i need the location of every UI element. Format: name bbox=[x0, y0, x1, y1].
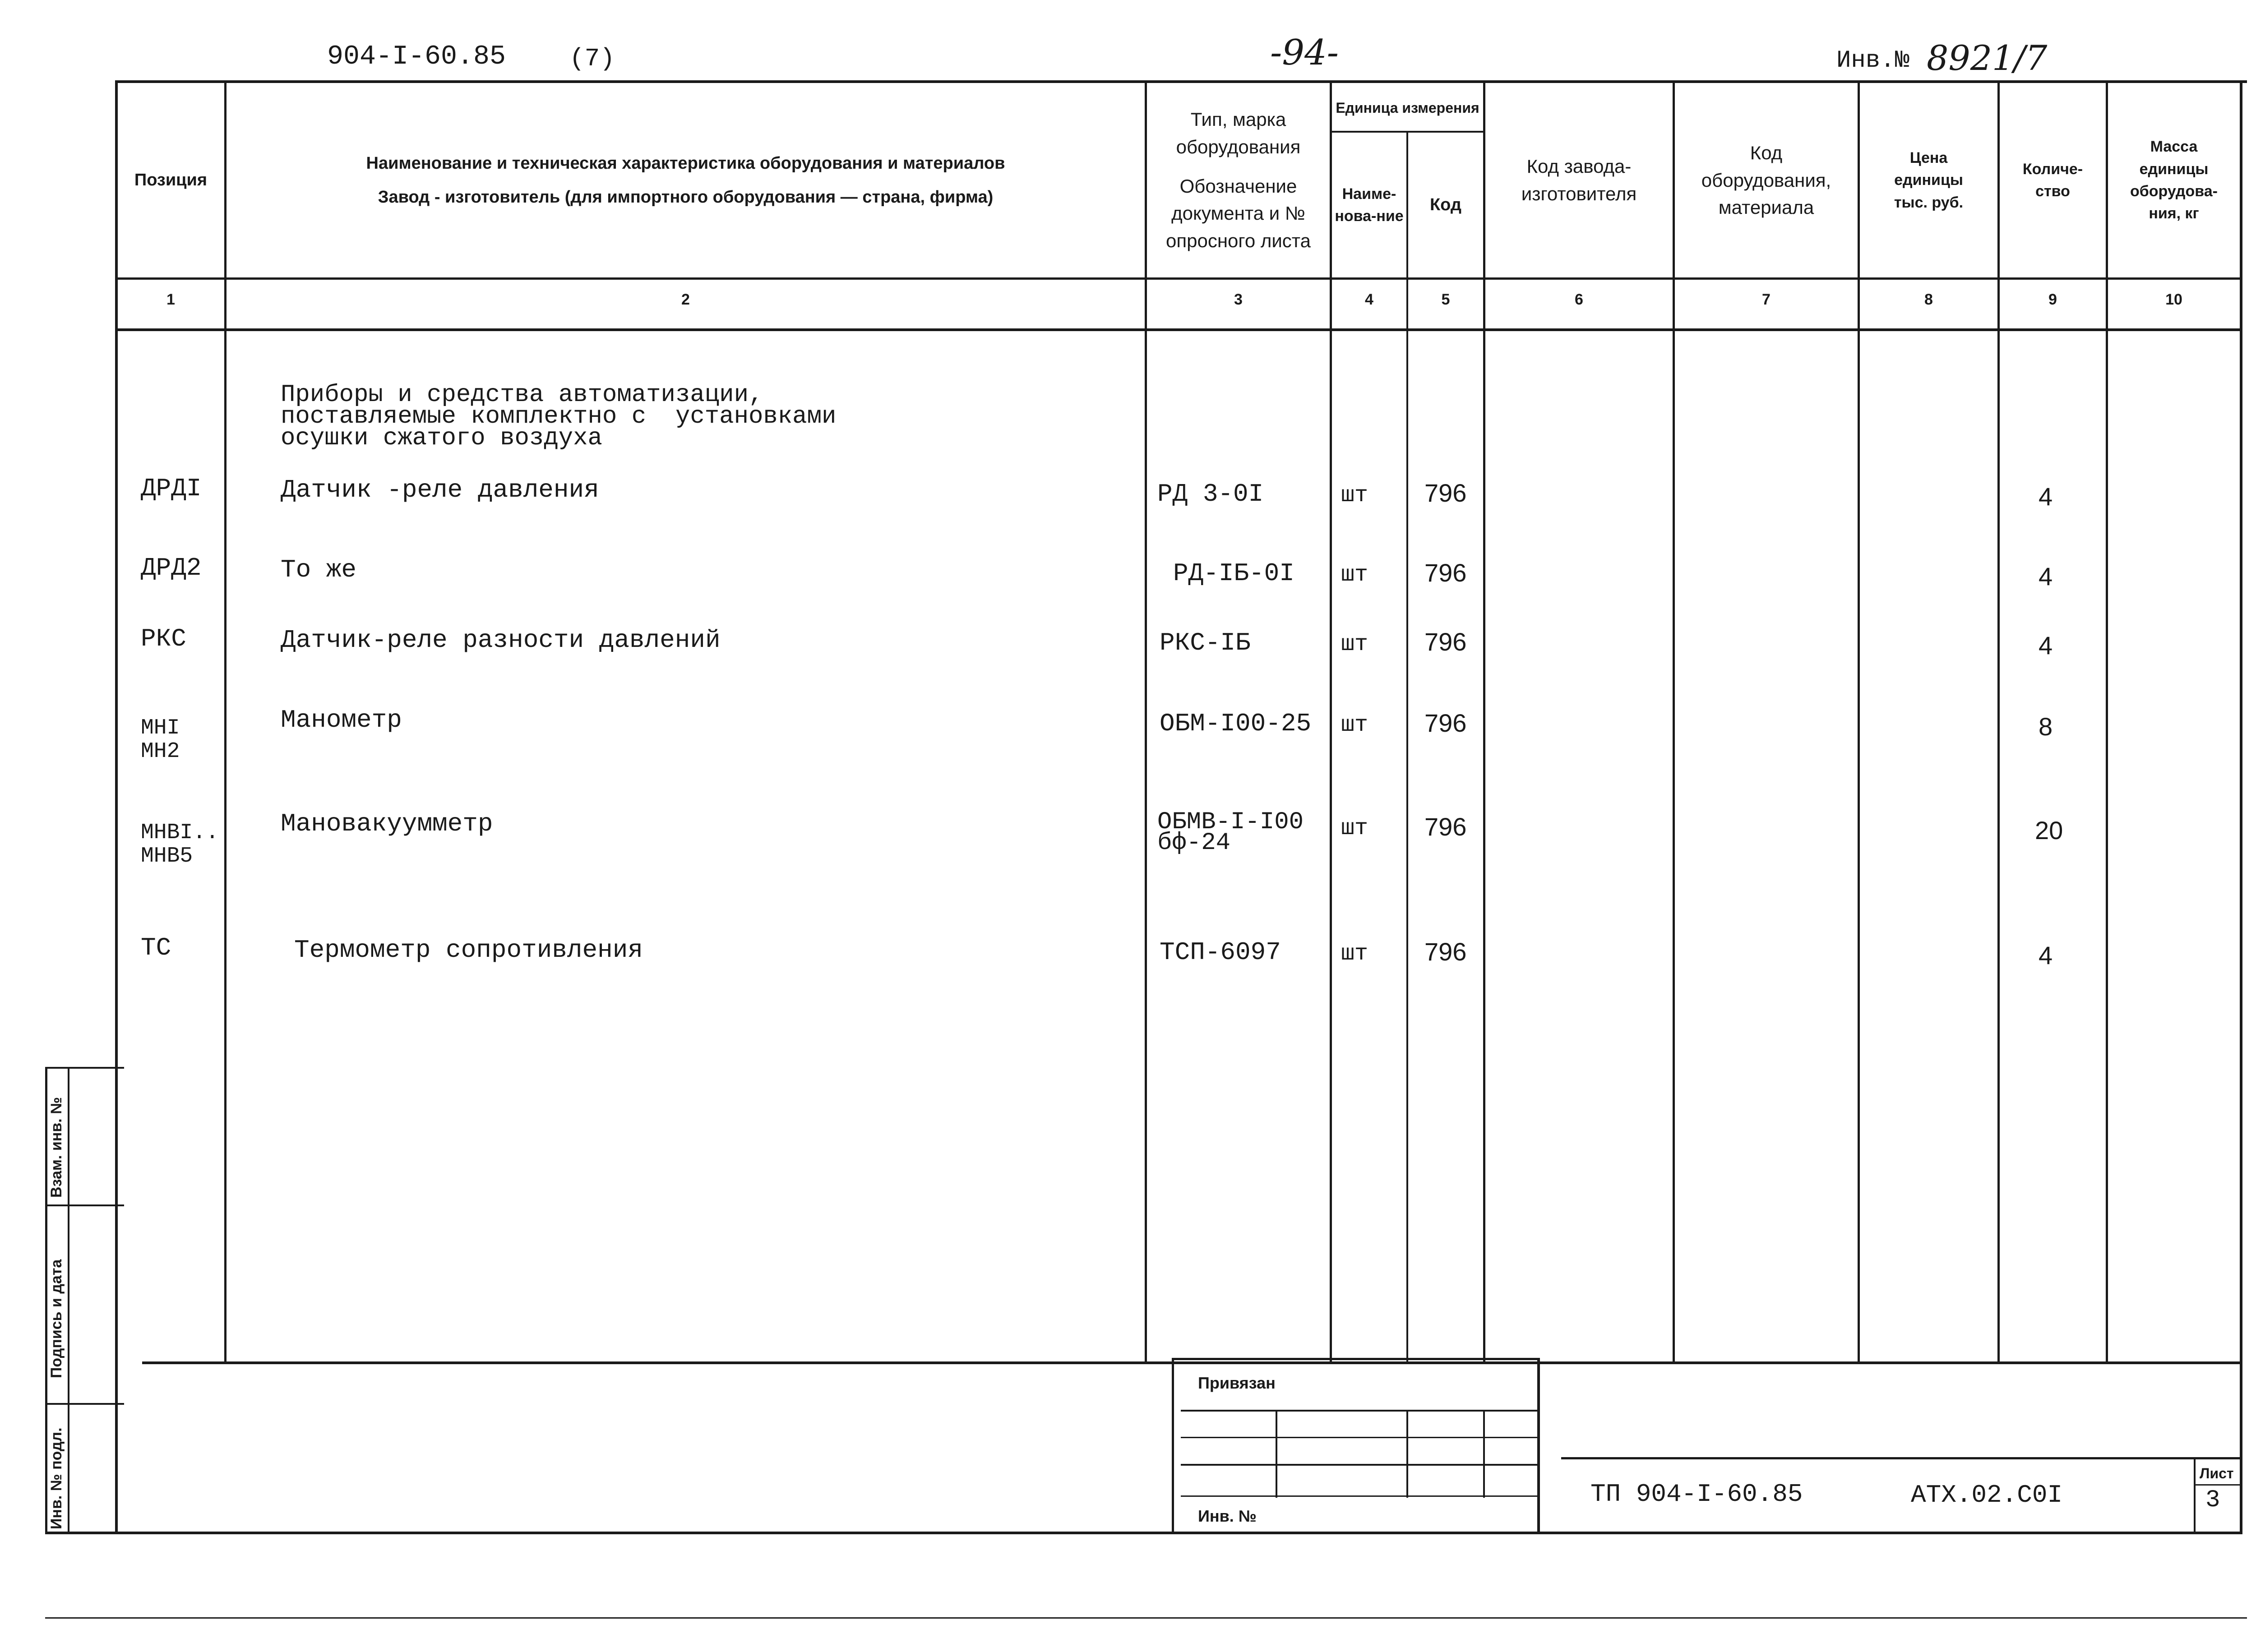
row3-unit: шт bbox=[1341, 632, 1368, 657]
row4-type: ОБМ-I00-25 bbox=[1160, 709, 1312, 738]
row4-position: МНI МН2 bbox=[141, 716, 180, 764]
section-title: Приборы и средства автоматизации, поставляемые комплектно с установками осушки сжатого воздуха bbox=[281, 381, 837, 452]
frame-bottom bbox=[45, 1532, 2242, 1534]
row3-type: РКС-IБ bbox=[1160, 628, 1251, 657]
linked-box-top bbox=[1172, 1358, 1540, 1360]
colnum-10: 10 bbox=[2165, 291, 2182, 308]
row6-position: ТС bbox=[141, 933, 171, 962]
header-type-title: Тип, марка оборудования bbox=[1176, 108, 1301, 157]
header-unit-group: Единица измерения bbox=[1336, 100, 1479, 116]
linked-box-left bbox=[1172, 1358, 1174, 1534]
row2-type: РД-IБ-0I bbox=[1173, 559, 1294, 588]
sheet-label-rule bbox=[2196, 1484, 2240, 1486]
row1-qty: 4 bbox=[2039, 482, 2053, 511]
linked-inv-label: Инв. № bbox=[1198, 1507, 1257, 1525]
row4-unit: шт bbox=[1341, 712, 1368, 738]
header-mass: Масса единицы оборудова-ния, кг bbox=[2130, 138, 2218, 222]
side-stamp-h3 bbox=[45, 1403, 124, 1405]
header-unit-code: Код bbox=[1429, 195, 1462, 215]
header-price: Цена единицы тыс. руб. bbox=[1894, 149, 1964, 211]
colnum-5: 5 bbox=[1441, 291, 1450, 308]
header-name-title: Наименование и техническая характеристика оборудования и материалов bbox=[366, 153, 1005, 173]
header-bottom-rule bbox=[115, 277, 2242, 280]
row2-code: 796 bbox=[1424, 558, 1467, 587]
row2-unit: шт bbox=[1341, 562, 1368, 588]
row5-qty: 20 bbox=[2035, 816, 2063, 844]
doc-code-rule bbox=[1561, 1457, 2240, 1459]
header-position: Позиция bbox=[134, 171, 208, 190]
header-name bbox=[227, 86, 1145, 275]
page-bottom-rule bbox=[45, 1617, 2247, 1619]
row6-unit: шт bbox=[1341, 941, 1368, 967]
header-name-subtitle: Завод - изготовитель (для импортного оборудования — страна, фирма) bbox=[378, 188, 994, 207]
row2-position: ДРД2 bbox=[141, 554, 202, 582]
header-factory-code: Код завода-изготовителя bbox=[1521, 156, 1637, 204]
inv-label: Инв.№ bbox=[1836, 47, 1910, 74]
colnum-2: 2 bbox=[681, 291, 690, 308]
row1-name: Датчик -реле давления bbox=[281, 475, 599, 504]
row2-qty: 4 bbox=[2039, 562, 2053, 591]
sheet-box-left bbox=[2194, 1459, 2196, 1534]
linked-box-col3 bbox=[1483, 1410, 1485, 1498]
header-unit-name: Наиме-нова-ние bbox=[1335, 185, 1404, 225]
colnum-9: 9 bbox=[2048, 291, 2057, 308]
row5-code: 796 bbox=[1424, 812, 1467, 841]
side-label-replace-inv: Взам. инв. № bbox=[48, 1097, 65, 1198]
row5-unit: шт bbox=[1341, 816, 1368, 841]
project-code: 904-I-60.85 bbox=[327, 42, 506, 72]
unit-group-rule bbox=[1330, 131, 1485, 133]
row3-code: 796 bbox=[1424, 628, 1467, 656]
linked-box-col2 bbox=[1406, 1410, 1408, 1498]
doc-mark: АТХ.02.С0I bbox=[1911, 1481, 2063, 1509]
frame-top bbox=[115, 80, 2247, 83]
linked-box-right bbox=[1537, 1358, 1540, 1534]
row6-type: ТСП-6097 bbox=[1160, 938, 1281, 967]
colnum-8: 8 bbox=[1924, 291, 1933, 308]
sheet-label: Лист bbox=[2200, 1465, 2234, 1481]
row6-code: 796 bbox=[1424, 937, 1467, 966]
row3-name: Датчик-реле разности давлений bbox=[281, 626, 721, 655]
row1-unit: шт bbox=[1341, 483, 1368, 508]
side-stamp-h2 bbox=[45, 1204, 124, 1206]
header-quantity: Количе-ство bbox=[2022, 160, 2083, 200]
side-stamp-h1 bbox=[45, 1067, 124, 1069]
colnum-6: 6 bbox=[1575, 291, 1583, 308]
row5-position: МНВI.. МНВ5 bbox=[141, 821, 219, 868]
row5-name: Мановакуумметр bbox=[281, 809, 493, 838]
row6-name: Термометр сопротивления bbox=[294, 936, 643, 964]
row5-type: ОБМВ-I-I00 бф-24 bbox=[1157, 808, 1304, 857]
table-bottom-rule bbox=[142, 1361, 2242, 1364]
header-type-subtitle: Обозначение документа и № опросного листа bbox=[1166, 175, 1311, 252]
frame-right bbox=[2240, 80, 2242, 1533]
header-equipment-code: Код оборудования, материала bbox=[1701, 142, 1831, 218]
row4-name: Манометр bbox=[281, 706, 402, 734]
row4-code: 796 bbox=[1424, 709, 1467, 737]
colnum-3: 3 bbox=[1234, 291, 1243, 308]
inv-number: 8921/7 bbox=[1927, 38, 2048, 78]
row3-position: РКС bbox=[141, 624, 186, 653]
linked-label: Привязан bbox=[1198, 1374, 1276, 1392]
row1-code: 796 bbox=[1424, 479, 1467, 507]
row2-name: То же bbox=[281, 555, 357, 584]
side-stamp-left bbox=[45, 1067, 47, 1534]
side-stamp-mid bbox=[68, 1067, 69, 1534]
row3-qty: 4 bbox=[2039, 631, 2053, 660]
sheet-mark: (7) bbox=[569, 44, 615, 73]
colnum-1: 1 bbox=[166, 291, 175, 308]
side-label-signature-date: Подпись и дата bbox=[48, 1259, 65, 1378]
doc-code: ТП 904-I-60.85 bbox=[1590, 1480, 1803, 1509]
row1-position: ДРДI bbox=[141, 474, 202, 503]
colnum-4: 4 bbox=[1365, 291, 1373, 308]
side-label-orig-inv: Инв. № подл. bbox=[48, 1427, 65, 1529]
sheet-number: 3 bbox=[2205, 1486, 2220, 1514]
row1-type: РД 3-0I bbox=[1157, 480, 1264, 508]
row4-qty: 8 bbox=[2039, 712, 2053, 741]
linked-box-col1 bbox=[1276, 1410, 1277, 1498]
col-sep-4 bbox=[1406, 131, 1408, 1361]
colnum-7: 7 bbox=[1762, 291, 1771, 308]
page-number: -94- bbox=[1270, 32, 1339, 73]
row6-qty: 4 bbox=[2039, 941, 2053, 969]
colnum-bottom-rule bbox=[115, 328, 2242, 331]
header-type bbox=[1147, 86, 1330, 275]
